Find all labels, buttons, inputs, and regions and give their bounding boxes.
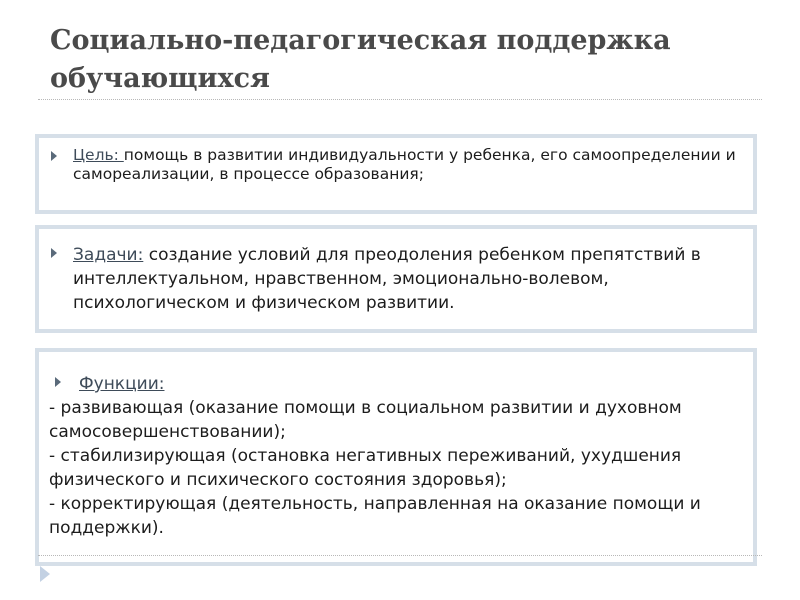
footer-divider [38, 555, 762, 556]
bullet-arrow-icon [51, 151, 57, 161]
goal-label: Цель: [73, 146, 124, 164]
corner-arrow-icon [40, 566, 50, 582]
functions-box [35, 348, 757, 566]
functions-header [49, 372, 743, 396]
function-item-correcting: - корректирующая (деятельность, направленная на оказание помощи и поддержки). [49, 494, 701, 538]
function-item-stabilizing: - стабилизирующая (остановка негативных переживаний, ухудшения физического и психического состояния здоровья); [49, 446, 682, 490]
goal-box [35, 134, 757, 214]
function-item-developing: - развивающая (оказание помощи в социальном развитии и духовном самосовершенствовании); [49, 398, 682, 442]
functions-label: Функции: [79, 374, 165, 394]
tasks-box [35, 225, 757, 333]
tasks-item [73, 243, 743, 315]
goal-item [73, 146, 743, 184]
bullet-arrow-icon [51, 248, 57, 258]
bullet-arrow-icon [55, 377, 61, 387]
goal-text: помощь в развитии индивидуальности у ребенка, его самоопределении и самореализации, в процессе образования; [73, 146, 736, 183]
tasks-text: создание условий для преодоления ребенком препятствий в интеллектуальном, нравственном, эмоционально-волевом, психологическом и физическом развитии. [73, 245, 701, 313]
tasks-label: Задачи: [73, 245, 144, 265]
title-divider [38, 99, 762, 100]
slide-title: Социально-педагогическая поддержка обучающихся [50, 25, 671, 94]
